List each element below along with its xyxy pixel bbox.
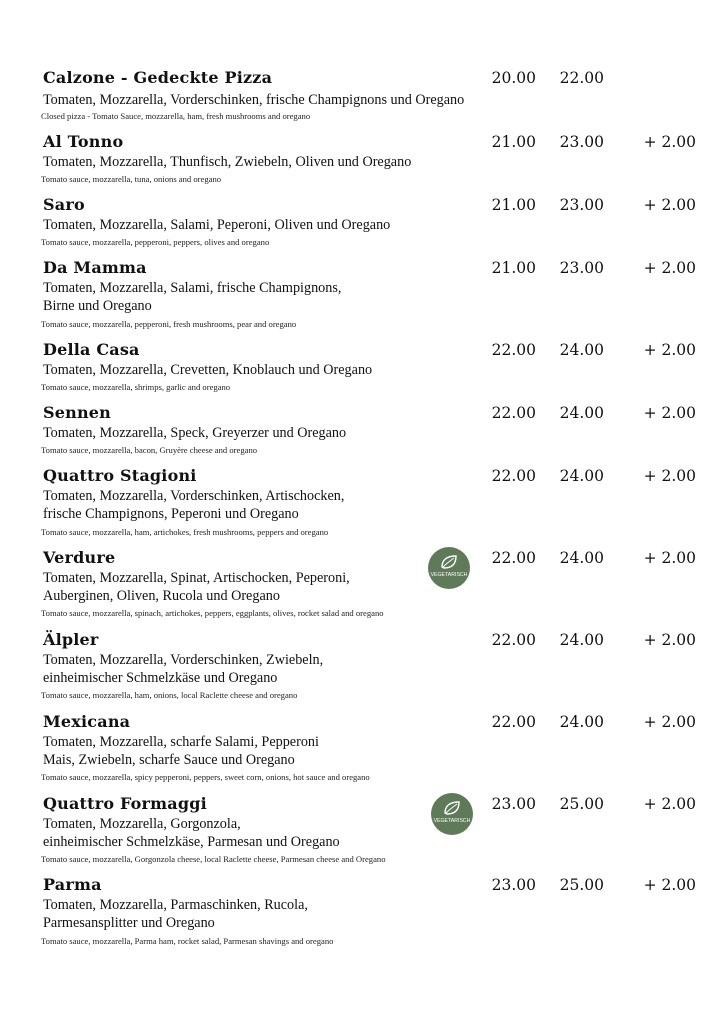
price-extra: + 2.00	[643, 133, 696, 151]
price-small: 22.00	[491, 341, 536, 359]
description-line: Tomaten, Mozzarella, Parmaschinken, Rucola,	[43, 897, 308, 913]
description-line: Parmesansplitter und Oregano	[43, 915, 215, 931]
item-name: Al Tonno	[43, 132, 124, 151]
description-line: Tomaten, Mozzarella, Speck, Greyerzer und Oregano	[43, 425, 347, 441]
price-extra: + 2.00	[643, 341, 696, 359]
item-name: Quattro Stagioni	[43, 466, 197, 485]
item-translation: Tomato sauce, mozzarella, shrimps, garlic and oregano	[41, 382, 231, 392]
description-line: Mais, Zwiebeln, scharfe Sauce und Oregano	[43, 752, 295, 768]
item-name: Saro	[43, 195, 85, 214]
description-line: Tomaten, Mozzarella, Crevetten, Knoblauch und Oregano	[43, 362, 373, 378]
description-line: Tomaten, Mozzarella, Vorderschinken, Zwiebeln,	[43, 652, 324, 668]
item-translation: Tomato sauce, mozzarella, tuna, onions and oregano	[41, 174, 222, 184]
price-extra: + 2.00	[643, 795, 696, 813]
item-name: Della Casa	[43, 340, 140, 359]
price-large: 25.00	[559, 795, 604, 813]
price-extra: + 2.00	[643, 631, 696, 649]
price-large: 25.00	[559, 876, 604, 894]
description-line: Tomaten, Mozzarella, scharfe Salami, Pepperoni	[43, 734, 319, 750]
description-line: einheimischer Schmelzkäse, Parmesan und Oregano	[43, 834, 340, 850]
item-description	[43, 569, 563, 605]
item-translation: Tomato sauce, mozzarella, Gorgonzola cheese, local Raclette cheese, Parmesan cheese and Oregano	[41, 854, 386, 864]
item-description	[43, 815, 563, 851]
description-line: Auberginen, Oliven, Rucola und Oregano	[43, 588, 280, 604]
description-line: Tomaten, Mozzarella, Salami, frische Champignons,	[43, 280, 342, 296]
price-small: 21.00	[491, 196, 536, 214]
item-name: Parma	[43, 875, 102, 894]
price-large: 23.00	[559, 196, 604, 214]
item-description	[43, 216, 563, 234]
price-extra: + 2.00	[643, 713, 696, 731]
item-description	[43, 279, 563, 315]
price-large: 23.00	[559, 259, 604, 277]
price-small: 22.00	[491, 549, 536, 567]
description-line: Tomaten, Mozzarella, Vorderschinken, Artischocken,	[43, 488, 345, 504]
description-line: Tomaten, Mozzarella, Vorderschinken, frische Champignons und Oregano	[43, 92, 465, 108]
description-line: frische Champignons, Peperoni und Oregano	[43, 506, 299, 522]
price-large: 24.00	[559, 713, 604, 731]
price-extra: + 2.00	[643, 876, 696, 894]
item-translation: Tomato sauce, mozzarella, spinach, artichokes, peppers, eggplants, olives, rocket salad and oregano	[41, 608, 384, 618]
price-large: 24.00	[559, 631, 604, 649]
price-extra: + 2.00	[643, 259, 696, 277]
item-description	[43, 651, 563, 687]
item-translation: Closed pizza - Tomato Sauce, mozzarella, ham, fresh mushrooms and oregano	[41, 111, 311, 121]
price-small: 21.00	[491, 259, 536, 277]
item-description	[43, 733, 563, 769]
description-line: Tomaten, Mozzarella, Spinat, Artischocken, Peperoni,	[43, 570, 350, 586]
item-name: Da Mamma	[43, 258, 147, 277]
item-description	[43, 896, 563, 932]
price-small: 22.00	[491, 404, 536, 422]
price-large: 24.00	[559, 467, 604, 485]
item-description	[43, 91, 563, 109]
item-translation: Tomato sauce, mozzarella, ham, onions, local Raclette cheese and oregano	[41, 690, 298, 700]
item-name: Mexicana	[43, 712, 131, 731]
item-description	[43, 424, 563, 442]
item-translation: Tomato sauce, mozzarella, pepperoni, fresh mushrooms, pear and oregano	[41, 319, 297, 329]
description-line: Tomaten, Mozzarella, Gorgonzola,	[43, 816, 241, 832]
item-translation: Tomato sauce, mozzarella, bacon, Gruyère cheese and oregano	[41, 445, 258, 455]
item-description	[43, 487, 563, 523]
price-extra: + 2.00	[643, 549, 696, 567]
price-small: 22.00	[491, 631, 536, 649]
price-large: 24.00	[559, 549, 604, 567]
item-description	[43, 361, 563, 379]
description-line: Tomaten, Mozzarella, Thunfisch, Zwiebeln, Oliven und Oregano	[43, 154, 412, 170]
description-line: Birne und Oregano	[43, 298, 152, 314]
price-small: 23.00	[491, 795, 536, 813]
price-small: 21.00	[491, 133, 536, 151]
price-large: 24.00	[559, 341, 604, 359]
item-translation: Tomato sauce, mozzarella, pepperoni, peppers, olives and oregano	[41, 237, 270, 247]
item-description	[43, 153, 563, 171]
item-translation: Tomato sauce, mozzarella, Parma ham, rocket salad, Parmesan shavings and oregano	[41, 936, 334, 946]
price-extra: + 2.00	[643, 404, 696, 422]
description-line: einheimischer Schmelzkäse und Oregano	[43, 670, 278, 686]
item-name: Verdure	[43, 548, 116, 567]
item-name: Sennen	[43, 403, 112, 422]
item-name: Calzone - Gedeckte Pizza	[43, 68, 273, 87]
badge-label: VEGETARISCH	[433, 818, 471, 824]
price-small: 23.00	[491, 876, 536, 894]
price-large: 24.00	[559, 404, 604, 422]
item-name: Älpler	[43, 630, 99, 649]
item-translation: Tomato sauce, mozzarella, spicy pepperoni, peppers, sweet corn, onions, hot sauce and oregano	[41, 772, 370, 782]
price-small: 20.00	[491, 69, 536, 87]
price-small: 22.00	[491, 713, 536, 731]
price-small: 22.00	[491, 467, 536, 485]
description-line: Tomaten, Mozzarella, Salami, Peperoni, Oliven und Oregano	[43, 217, 391, 233]
price-large: 22.00	[559, 69, 604, 87]
item-translation: Tomato sauce, mozzarella, ham, artichokes, fresh mushrooms, peppers and oregano	[41, 527, 329, 537]
item-name: Quattro Formaggi	[43, 794, 207, 813]
badge-label: VEGETARISCH	[430, 572, 468, 578]
price-large: 23.00	[559, 133, 604, 151]
price-extra: + 2.00	[643, 196, 696, 214]
price-extra: + 2.00	[643, 467, 696, 485]
